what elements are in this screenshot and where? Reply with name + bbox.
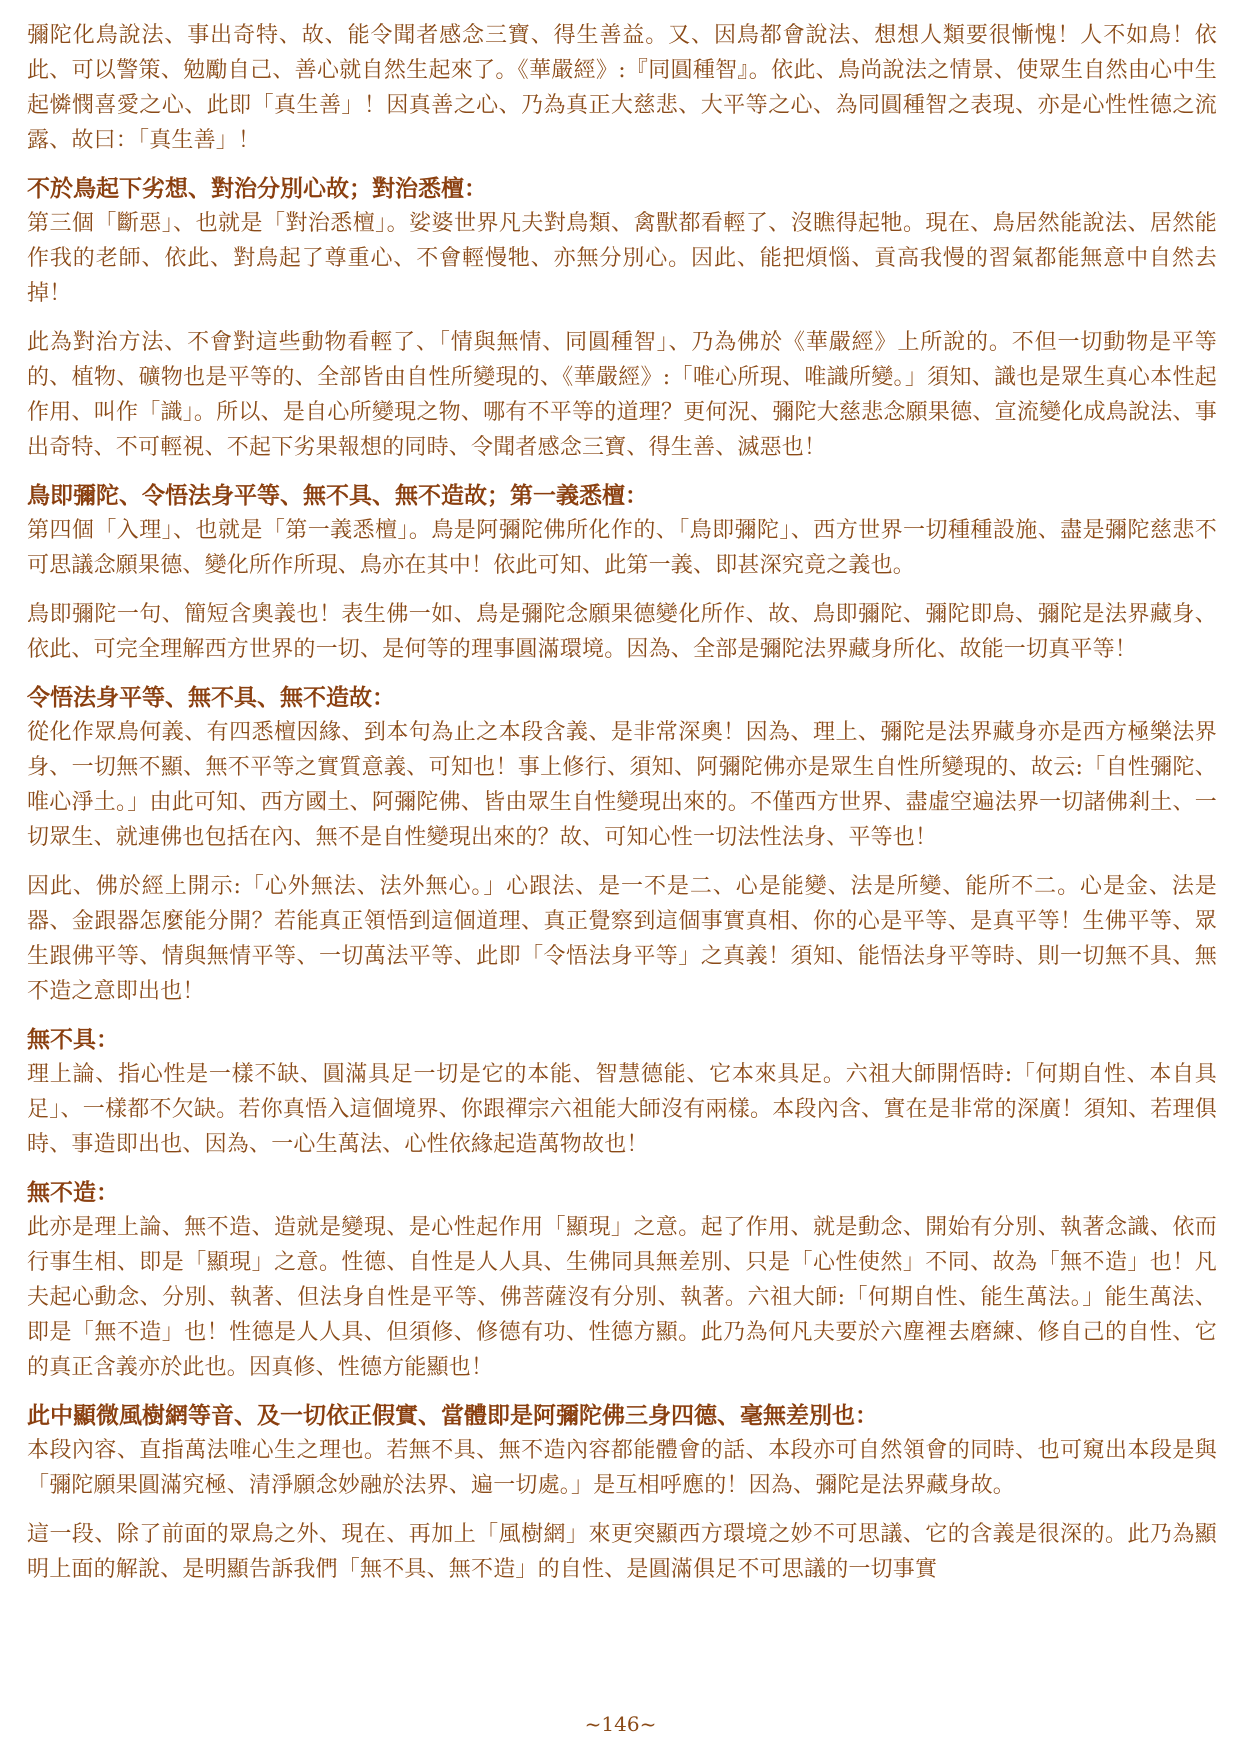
section-fengshuwang	[27, 1399, 1217, 1587]
section-paragraph: 從化作眾鳥何義、有四悉檀因緣、到本句為止之本段含義、是非常深奧！因為、理上、彌陀是法界藏身亦是西方極樂法界身、一切無不顯、無不平等之實質意義、可知也！事上修行、須知、阿彌陀佛亦是眾生自性所變現的、故云:「自性彌陀、唯心淨土。」由此可知、西方國土、阿彌陀佛、皆由眾生自性變現出來的。不僅西方世界、盡虛空遍法界一切諸佛剎土、一切眾生、就連佛也包括在內、無不是自性變現出來的？故、可知心性一切法性法身、平等也！	[27, 720, 1217, 850]
section-paragraph: 第四個「入理」、也就是「第一義悉檀」。鳥是阿彌陀佛所化作的、「鳥即彌陀」、西方世界一切種種設施、盡是彌陀慈悲不可思議念願果德、變化所作所現、鳥亦在其中！依此可知、此第一義、即甚深究竟之義也。	[27, 518, 1217, 578]
section-paragraph: 因此、佛於經上開示:「心外無法、法外無心。」心跟法、是一不是二、心是能變、法是所變、能所不二。心是金、法是器、金跟器怎麼能分開？若能真正領悟到這個道理、真正覺察到這個事實真相、你的心是平等、是真平等！生佛平等、眾生跟佛平等、情與無情平等、一切萬法平等、此即「令悟法身平等」之真義！須知、能悟法身平等時、則一切無不具、無不造之意即出也！	[27, 874, 1217, 1004]
section-duizhi	[27, 172, 1217, 465]
section-diyiyi	[27, 479, 1217, 667]
section-paragraph: 理上論、指心性是一樣不缺、圓滿具足一切是它的本能、智慧德能、它本來具足。六祖大師開悟時:「何期自性、本自具足」、一樣都不欠缺。若你真悟入這個境界、你跟禪宗六祖能大師沒有兩樣。本段內含、實在是非常的深廣！須知、若理俱時、事造即出也、因為、一心生萬法、心性依緣起造萬物故也！	[27, 1062, 1217, 1157]
page-number: ~146~	[584, 1712, 657, 1736]
section-wubuzao	[27, 1176, 1217, 1385]
section-paragraph: 第三個「斷惡」、也就是「對治悉檀」。娑婆世界凡夫對鳥類、禽獸都看輕了、沒瞧得起牠。現在、鳥居然能說法、居然能作我的老師、依此、對鳥起了尊重心、不會輕慢牠、亦無分別心。因此、能把煩惱、貢高我慢的習氣都能無意中自然去掉！	[27, 211, 1217, 306]
section-heading: 此中顯微風樹網等音、及一切依正假實、當體即是阿彌陀佛三身四德、毫無差別也：	[27, 1402, 878, 1429]
section-heading: 無不造：	[27, 1179, 119, 1206]
section-heading: 不於鳥起下劣想、對治分別心故；對治悉檀：	[27, 175, 487, 202]
document-page	[27, 18, 1217, 1601]
section-paragraph: 此亦是理上論、無不造、造就是變現、是心性起作用「顯現」之意。起了作用、就是動念、開始有分別、執著念識、依而行事生相、即是「顯現」之意。性德、自性是人人具、生佛同具無差別、只是「心性使然」不同、故為「無不造」也！凡夫起心動念、分別、執著、但法身自性是平等、佛菩薩沒有分別、執著。六祖大師:「何期自性、能生萬法。」能生萬法、即是「無不造」也！性德是人人具、但須修、修德有功、性德方顯。此乃為何凡夫要於六塵裡去磨練、修自己的自性、它的真正含義亦於此也。因真修、性德方能顯也！	[27, 1215, 1217, 1380]
section-fashen-pingdeng	[27, 681, 1217, 1009]
section-heading: 無不具：	[27, 1026, 119, 1053]
intro-paragraph: 彌陀化鳥說法、事出奇特、故、能令聞者感念三寶、得生善益。又、因鳥都會說法、想想人類要很慚愧！人不如鳥！依此、可以警策、勉勵自己、善心就自然生起來了。《華嚴經》:『同圓種智』。依此、鳥尚說法之情景、使眾生自然由心中生起憐憫喜愛之心、此即「真生善」！因真善之心、乃為真正大慈悲、大平等之心、為同圓種智之表現、亦是心性性德之流露、故曰：「真生善」！	[27, 23, 1217, 153]
section-paragraph: 本段內容、直指萬法唯心生之理也。若無不具、無不造內容都能體會的話、本段亦可自然領會的同時、也可窺出本段是與「彌陀願果圓滿究極、清淨願念妙融於法界、遍一切處。」是互相呼應的！因為、彌陀是法界藏身故。	[27, 1438, 1217, 1498]
section-heading: 鳥即彌陀、令悟法身平等、無不具、無不造故；第一義悉檀：	[27, 482, 648, 509]
section-paragraph: 此為對治方法、不會對這些動物看輕了、「情與無情、同圓種智」、乃為佛於《華嚴經》上所說的。不但一切動物是平等的、植物、礦物也是平等的、全部皆由自性所變現的、《華嚴經》:「唯心所現、唯識所變。」須知、識也是眾生真心本性起作用、叫作「識」。所以、是自心所變現之物、哪有不平等的道理？更何況、彌陀大慈悲念願果德、宣流變化成鳥說法、事出奇特、不可輕視、不起下劣果報想的同時、令聞者感念三寶、得生善、滅惡也！	[27, 330, 1217, 460]
section-paragraph: 鳥即彌陀一句、簡短含奧義也！表生佛一如、鳥是彌陀念願果德變化所作、故、鳥即彌陀、彌陀即鳥、彌陀是法界藏身、依此、可完全理解西方世界的一切、是何等的理事圓滿環境。因為、全部是彌陀法界藏身所化、故能一切真平等！	[27, 602, 1217, 662]
section-wubuju	[27, 1023, 1217, 1162]
section-paragraph: 這一段、除了前面的眾鳥之外、現在、再加上「風樹網」來更突顯西方環境之妙不可思議、它的含義是很深的。此乃為顯明上面的解說、是明顯告訴我們「無不具、無不造」的自性、是圓滿俱足不可思議的一切事實	[27, 1522, 1217, 1582]
section-heading: 令悟法身平等、無不具、無不造故：	[27, 684, 395, 711]
